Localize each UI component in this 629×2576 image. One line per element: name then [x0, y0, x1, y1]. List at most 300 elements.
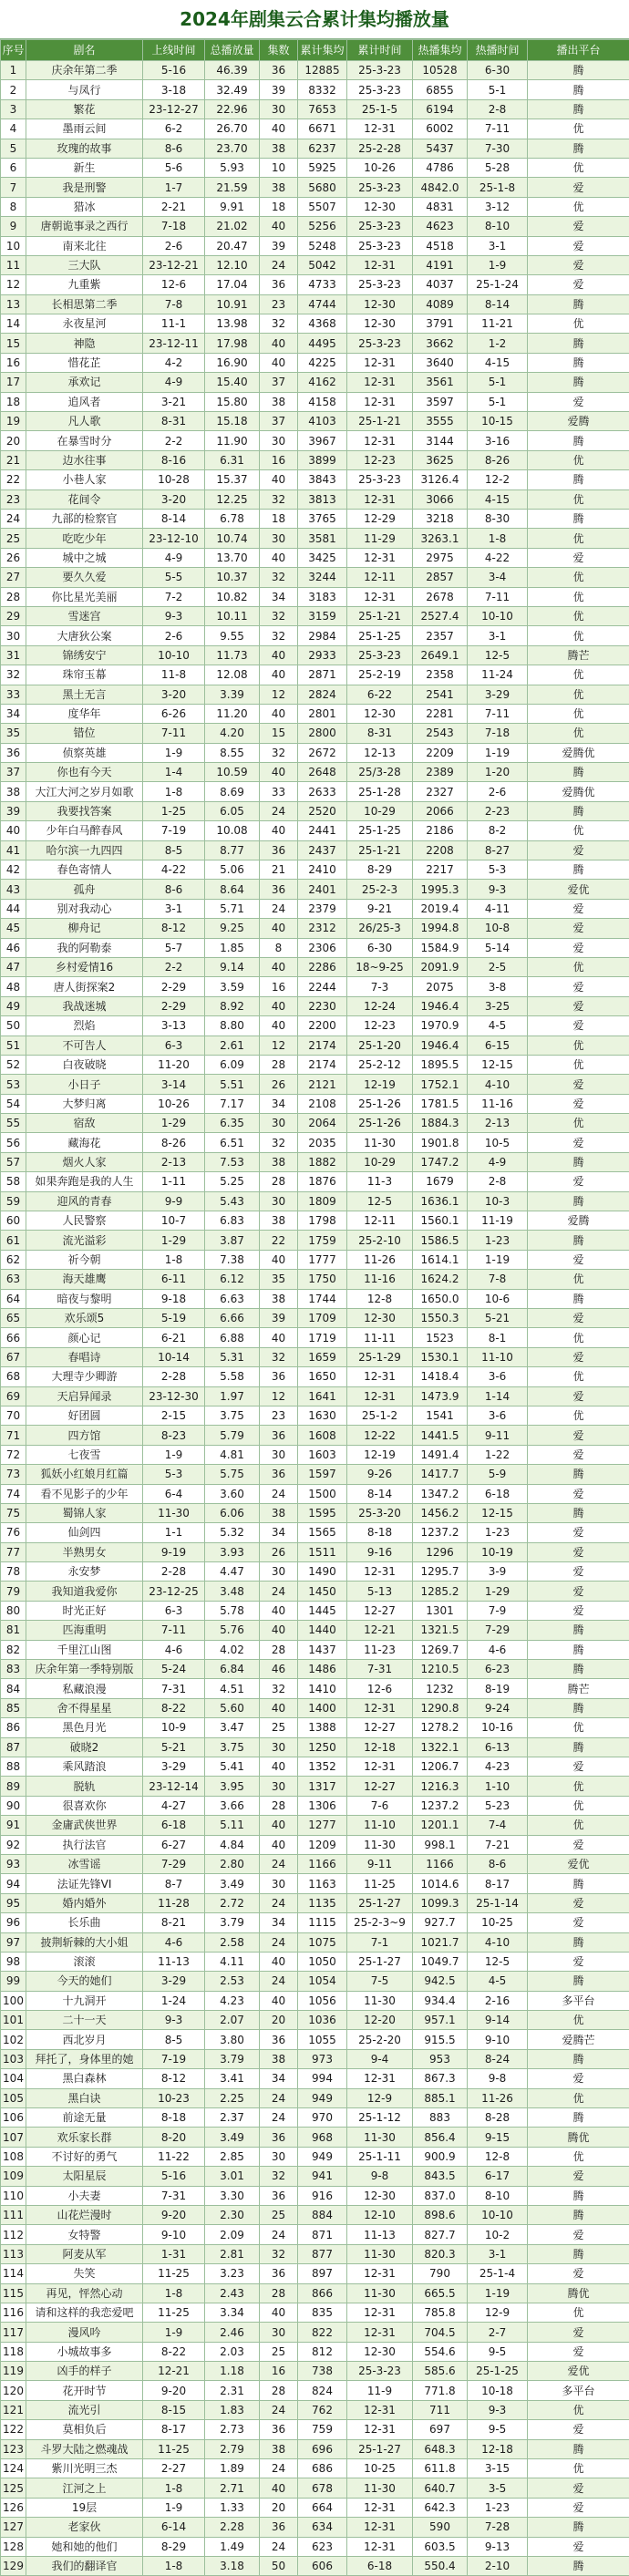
cell-platform: 爱	[528, 1309, 629, 1328]
cell-rank: 19	[1, 412, 26, 431]
cell-total-views: 2.73	[205, 2420, 260, 2439]
cell-release-date: 6-18	[143, 1816, 205, 1835]
table-row	[1, 1582, 629, 1601]
cell-release-date: 2-29	[143, 977, 205, 996]
cell-episodes: 24	[260, 255, 298, 274]
cell-platform: 爱	[528, 2498, 629, 2517]
cell-cumulative-avg: 1809	[298, 1191, 347, 1211]
cell-cumulative-avg: 7653	[298, 99, 347, 118]
cell-cumulative-avg: 3581	[298, 529, 347, 548]
cell-total-views: 3.47	[205, 1718, 260, 1737]
cell-platform: 优	[528, 2147, 629, 2166]
cell-total-views: 26.70	[205, 119, 260, 139]
table-row	[1, 1172, 629, 1191]
cell-release-date: 8-12	[143, 2069, 205, 2088]
cell-drama-name: 流光溢彩	[26, 1231, 143, 1250]
cell-total-views: 3.60	[205, 1484, 260, 1503]
table-row	[1, 2420, 629, 2439]
cell-platform: 优	[528, 665, 629, 685]
cell-peak-time: 8-6	[468, 1854, 528, 1873]
cell-peak-time: 2-6	[468, 782, 528, 801]
table-row	[1, 1640, 629, 1659]
cell-peak-time: 2-8	[468, 99, 528, 118]
cell-peak-avg: 1295.7	[413, 1562, 468, 1582]
cell-cumulative-avg: 1209	[298, 1835, 347, 1854]
cell-cumulative-time: 25-2-19	[347, 665, 413, 685]
table-row	[1, 2147, 629, 2166]
table-row	[1, 2478, 629, 2498]
table-row	[1, 2459, 629, 2478]
cell-release-date: 5-3	[143, 1465, 205, 1484]
cell-rank: 15	[1, 334, 26, 353]
cell-total-views: 2.53	[205, 1972, 260, 1991]
cell-total-views: 3.49	[205, 1874, 260, 1893]
cell-episodes: 36	[260, 880, 298, 899]
cell-cumulative-time: 12-31	[347, 353, 413, 372]
cell-peak-time: 3-16	[468, 431, 528, 450]
cell-peak-avg: 1237.2	[413, 1796, 468, 1815]
cell-peak-time: 10-15	[468, 412, 528, 431]
cell-rank: 18	[1, 392, 26, 411]
table-row	[1, 743, 629, 762]
cell-rank: 17	[1, 373, 26, 392]
cell-rank: 116	[1, 2303, 26, 2322]
table-row	[1, 1484, 629, 1503]
cell-peak-time: 4-22	[468, 548, 528, 567]
cell-peak-time: 5-21	[468, 1309, 528, 1328]
cell-drama-name: 七夜雪	[26, 1445, 143, 1464]
cell-drama-name: 19层	[26, 2498, 143, 2517]
cell-rank: 70	[1, 1406, 26, 1425]
cell-rank: 46	[1, 938, 26, 957]
cell-rank: 88	[1, 1757, 26, 1776]
cell-peak-avg: 1232	[413, 1679, 468, 1698]
cell-peak-time: 1-20	[468, 763, 528, 782]
cell-total-views: 32.49	[205, 80, 260, 99]
cell-drama-name: 破晓2	[26, 1737, 143, 1757]
cell-peak-time: 9-5	[468, 2342, 528, 2361]
cell-release-date: 5-7	[143, 938, 205, 957]
cell-release-date: 6-14	[143, 2518, 205, 2537]
cell-peak-time: 2-10	[468, 2557, 528, 2576]
cell-rank: 23	[1, 489, 26, 509]
cell-cumulative-time: 25-1-25	[347, 821, 413, 840]
table-row	[1, 2167, 629, 2186]
cell-peak-avg: 1269.7	[413, 1640, 468, 1659]
cell-peak-time: 4-5	[468, 1016, 528, 1036]
cell-drama-name: 好团圆	[26, 1406, 143, 1425]
cell-cumulative-time: 12-31	[347, 587, 413, 606]
cell-total-views: 2.72	[205, 1893, 260, 1912]
cell-total-views: 5.93	[205, 158, 260, 177]
cell-total-views: 1.33	[205, 2498, 260, 2517]
cell-peak-time: 10-19	[468, 1542, 528, 1561]
cell-peak-avg: 4786	[413, 158, 468, 177]
cell-release-date: 10-28	[143, 470, 205, 489]
cell-cumulative-avg: 2437	[298, 840, 347, 860]
ranking-table	[0, 39, 629, 2576]
cell-total-views: 3.30	[205, 2186, 260, 2205]
cell-total-views: 23.70	[205, 139, 260, 158]
cell-platform: 爱	[528, 1952, 629, 1971]
cell-rank: 6	[1, 158, 26, 177]
cell-cumulative-avg: 871	[298, 2225, 347, 2244]
cell-peak-avg: 590	[413, 2518, 468, 2537]
cell-peak-time: 2-8	[468, 1172, 528, 1191]
cell-peak-avg: 4623	[413, 217, 468, 236]
cell-cumulative-time: 11-13	[347, 2225, 413, 2244]
cell-drama-name: 半熟男女	[26, 1542, 143, 1561]
cell-release-date: 1-8	[143, 782, 205, 801]
cell-drama-name: 我们的翻译官	[26, 2557, 143, 2576]
cell-peak-time: 7-11	[468, 119, 528, 139]
cell-cumulative-time: 25-3-23	[347, 80, 413, 99]
cell-cumulative-avg: 2035	[298, 1133, 347, 1152]
table-row	[1, 1191, 629, 1211]
cell-episodes: 40	[260, 821, 298, 840]
cell-rank: 32	[1, 665, 26, 685]
cell-drama-name: 冰雪谣	[26, 1854, 143, 1873]
table-row	[1, 1270, 629, 1289]
cell-peak-avg: 3066	[413, 489, 468, 509]
cell-rank: 26	[1, 548, 26, 567]
cell-cumulative-time: 7-3	[347, 977, 413, 996]
cell-rank: 45	[1, 919, 26, 938]
cell-release-date: 6-11	[143, 1270, 205, 1289]
cell-episodes: 40	[260, 119, 298, 139]
cell-total-views: 3.79	[205, 1913, 260, 1932]
table-row	[1, 1114, 629, 1133]
cell-episodes: 32	[260, 606, 298, 625]
cell-rank: 89	[1, 1777, 26, 1796]
cell-total-views: 6.66	[205, 1309, 260, 1328]
cell-peak-time: 3-5	[468, 2478, 528, 2498]
cell-release-date: 7-11	[143, 724, 205, 743]
cell-drama-name: 烈焰	[26, 1016, 143, 1036]
cell-cumulative-avg: 884	[298, 2205, 347, 2224]
cell-cumulative-time: 25-2-20	[347, 2030, 413, 2049]
cell-cumulative-time: 12-31	[347, 2498, 413, 2517]
cell-episodes: 24	[260, 2459, 298, 2478]
cell-cumulative-time: 12-27	[347, 1718, 413, 1737]
cell-release-date: 8-6	[143, 139, 205, 158]
table-row	[1, 1036, 629, 1055]
cell-release-date: 9-10	[143, 2225, 205, 2244]
cell-cumulative-avg: 2801	[298, 704, 347, 723]
cell-cumulative-avg: 916	[298, 2186, 347, 2205]
cell-release-date: 6-2	[143, 119, 205, 139]
table-row	[1, 2108, 629, 2128]
cell-total-views: 3.80	[205, 2030, 260, 2049]
cell-platform: 腾	[528, 2518, 629, 2537]
cell-rank: 110	[1, 2186, 26, 2205]
cell-peak-avg: 1995.3	[413, 880, 468, 899]
cell-rank: 14	[1, 314, 26, 334]
cell-peak-avg: 1624.2	[413, 1270, 468, 1289]
cell-peak-time: 1-19	[468, 1250, 528, 1269]
cell-drama-name: 黑色月光	[26, 1718, 143, 1737]
cell-drama-name: 九重紫	[26, 275, 143, 294]
cell-peak-avg: 2066	[413, 801, 468, 820]
cell-release-date: 8-5	[143, 2030, 205, 2049]
cell-peak-avg: 927.7	[413, 1913, 468, 1932]
cell-release-date: 1-29	[143, 1231, 205, 1250]
cell-peak-time: 3-1	[468, 2244, 528, 2263]
cell-episodes: 16	[260, 2362, 298, 2381]
cell-drama-name: 惜花芷	[26, 353, 143, 372]
cell-total-views: 4.11	[205, 1952, 260, 1971]
cell-peak-time: 2-23	[468, 801, 528, 820]
cell-episodes: 25	[260, 1718, 298, 1737]
cell-peak-time: 7-11	[468, 704, 528, 723]
cell-platform: 爱	[528, 1347, 629, 1366]
header-cumulative-time: 累计时间	[347, 40, 413, 61]
cell-rank: 1	[1, 61, 26, 80]
cell-release-date: 1-11	[143, 1172, 205, 1191]
cell-cumulative-time: 12-31	[347, 1698, 413, 1717]
cell-peak-time: 10-16	[468, 1718, 528, 1737]
cell-cumulative-time: 12-30	[347, 197, 413, 216]
cell-drama-name: 南来北往	[26, 236, 143, 255]
cell-platform: 优	[528, 1718, 629, 1737]
table-row	[1, 1231, 629, 1250]
cell-cumulative-time: 9-26	[347, 1465, 413, 1484]
cell-episodes: 26	[260, 1075, 298, 1094]
cell-cumulative-avg: 606	[298, 2557, 347, 2576]
table-row	[1, 2439, 629, 2458]
cell-rank: 84	[1, 1679, 26, 1698]
cell-episodes: 36	[260, 2264, 298, 2283]
table-row	[1, 2205, 629, 2224]
cell-peak-time: 7-29	[468, 1621, 528, 1640]
cell-release-date: 1-8	[143, 2478, 205, 2498]
cell-peak-time: 7-8	[468, 1270, 528, 1289]
cell-episodes: 20	[260, 2498, 298, 2517]
cell-drama-name: 小夫妻	[26, 2186, 143, 2205]
table-row	[1, 1718, 629, 1737]
table-row	[1, 2264, 629, 2283]
table-row	[1, 2303, 629, 2322]
cell-rank: 111	[1, 2205, 26, 2224]
cell-episodes: 30	[260, 529, 298, 548]
cell-platform: 爱腾芒	[528, 2030, 629, 2049]
cell-platform: 腾	[528, 2205, 629, 2224]
cell-total-views: 3.01	[205, 2167, 260, 2186]
cell-release-date: 23-12-11	[143, 334, 205, 353]
cell-episodes: 32	[260, 568, 298, 587]
cell-platform: 爱	[528, 255, 629, 274]
cell-platform: 爱	[528, 938, 629, 957]
cell-platform: 腾	[528, 1289, 629, 1308]
cell-cumulative-time: 12-24	[347, 996, 413, 1015]
cell-total-views: 3.18	[205, 2557, 260, 2576]
cell-release-date: 8-16	[143, 450, 205, 469]
cell-release-date: 5-16	[143, 61, 205, 80]
cell-total-views: 13.70	[205, 548, 260, 567]
cell-release-date: 3-29	[143, 1757, 205, 1776]
cell-drama-name: 失笑	[26, 2264, 143, 2283]
cell-rank: 129	[1, 2557, 26, 2576]
cell-release-date: 7-18	[143, 217, 205, 236]
cell-cumulative-time: 25-3-23	[347, 334, 413, 353]
cell-total-views: 8.69	[205, 782, 260, 801]
table-row	[1, 1854, 629, 1873]
cell-rank: 97	[1, 1932, 26, 1952]
cell-total-views: 9.25	[205, 919, 260, 938]
cell-rank: 55	[1, 1114, 26, 1133]
cell-cumulative-time: 9-16	[347, 1542, 413, 1561]
cell-peak-time: 1-9	[468, 255, 528, 274]
cell-episodes: 40	[260, 704, 298, 723]
cell-total-views: 1.49	[205, 2537, 260, 2556]
cell-episodes: 30	[260, 431, 298, 450]
cell-platform: 腾	[528, 1932, 629, 1952]
cell-total-views: 12.25	[205, 489, 260, 509]
cell-peak-time: 2-7	[468, 2323, 528, 2342]
cell-episodes: 30	[260, 99, 298, 118]
cell-cumulative-avg: 634	[298, 2518, 347, 2537]
cell-platform: 爱	[528, 1757, 629, 1776]
cell-total-views: 6.88	[205, 1328, 260, 1347]
table-row	[1, 217, 629, 236]
cell-episodes: 28	[260, 2381, 298, 2400]
cell-peak-time: 10-8	[468, 919, 528, 938]
cell-rank: 115	[1, 2283, 26, 2303]
cell-drama-name: 祈今朝	[26, 1250, 143, 1269]
cell-peak-avg: 603.5	[413, 2537, 468, 2556]
cell-cumulative-time: 25-2-12	[347, 1055, 413, 1074]
cell-cumulative-time: 25-3-23	[347, 470, 413, 489]
cell-total-views: 3.34	[205, 2303, 260, 2322]
cell-platform: 优	[528, 685, 629, 704]
cell-drama-name: 要久久爱	[26, 568, 143, 587]
cell-cumulative-time: 10-29	[347, 801, 413, 820]
cell-platform: 腾	[528, 2108, 629, 2128]
cell-drama-name: 她和她的他们	[26, 2537, 143, 2556]
cell-peak-time: 8-10	[468, 217, 528, 236]
cell-release-date: 7-19	[143, 2049, 205, 2068]
cell-drama-name: 孤舟	[26, 880, 143, 899]
cell-peak-avg: 1747.2	[413, 1152, 468, 1171]
cell-cumulative-time: 12-31	[347, 2264, 413, 2283]
cell-platform: 腾	[528, 1621, 629, 1640]
cell-episodes: 40	[260, 1991, 298, 2010]
cell-rank: 96	[1, 1913, 26, 1932]
cell-peak-avg: 1614.1	[413, 1250, 468, 1269]
cell-cumulative-time: 25-1-20	[347, 1036, 413, 1055]
cell-episodes: 32	[260, 2167, 298, 2186]
cell-cumulative-avg: 1486	[298, 1660, 347, 1679]
table-row	[1, 450, 629, 469]
table-row	[1, 509, 629, 528]
cell-episodes: 30	[260, 1445, 298, 1464]
cell-cumulative-time: 12-31	[347, 119, 413, 139]
table-row	[1, 139, 629, 158]
cell-drama-name: 黑白诀	[26, 2088, 143, 2107]
table-row	[1, 197, 629, 216]
cell-platform: 优	[528, 568, 629, 587]
table-row	[1, 1874, 629, 1893]
cell-cumulative-time: 25-1-21	[347, 412, 413, 431]
cell-release-date: 7-29	[143, 1854, 205, 1873]
cell-peak-time: 1-23	[468, 2498, 528, 2517]
cell-cumulative-avg: 3899	[298, 450, 347, 469]
cell-peak-avg: 1994.8	[413, 919, 468, 938]
cell-cumulative-time: 11-30	[347, 1835, 413, 1854]
table-body	[1, 61, 629, 2576]
cell-platform: 腾	[528, 1660, 629, 1679]
cell-episodes: 30	[260, 2323, 298, 2342]
cell-release-date: 1-9	[143, 743, 205, 762]
cell-cumulative-avg: 4495	[298, 334, 347, 353]
cell-release-date: 4-27	[143, 1796, 205, 1815]
cell-drama-name: 滚滚	[26, 1952, 143, 1971]
table-row	[1, 704, 629, 723]
cell-release-date: 8-17	[143, 2420, 205, 2439]
cell-cumulative-avg: 4368	[298, 314, 347, 334]
cell-cumulative-time: 12-31	[347, 392, 413, 411]
table-row	[1, 2069, 629, 2088]
cell-cumulative-time: 12-31	[347, 1757, 413, 1776]
cell-episodes: 24	[260, 899, 298, 918]
cell-total-views: 20.47	[205, 236, 260, 255]
cell-release-date: 4-9	[143, 373, 205, 392]
cell-rank: 72	[1, 1445, 26, 1464]
cell-drama-name: 边水往事	[26, 450, 143, 469]
cell-cumulative-avg: 1608	[298, 1426, 347, 1445]
cell-drama-name: 千里江山图	[26, 1640, 143, 1659]
cell-episodes: 36	[260, 1426, 298, 1445]
table-row	[1, 2283, 629, 2303]
cell-rank: 62	[1, 1250, 26, 1269]
table-row	[1, 99, 629, 118]
cell-drama-name: 玫瑰的故事	[26, 139, 143, 158]
cell-platform: 爱	[528, 1835, 629, 1854]
cell-cumulative-time: 12-11	[347, 1211, 413, 1231]
cell-total-views: 3.66	[205, 1796, 260, 1815]
cell-cumulative-avg: 5042	[298, 255, 347, 274]
cell-rank: 118	[1, 2342, 26, 2361]
cell-platform: 爱	[528, 1562, 629, 1582]
cell-drama-name: 大理寺少卿游	[26, 1367, 143, 1386]
cell-release-date: 4-6	[143, 1640, 205, 1659]
table-row	[1, 470, 629, 489]
cell-total-views: 12.08	[205, 665, 260, 685]
cell-drama-name: 柳舟记	[26, 919, 143, 938]
cell-rank: 67	[1, 1347, 26, 1366]
cell-cumulative-avg: 1630	[298, 1406, 347, 1425]
cell-platform: 优	[528, 1367, 629, 1386]
cell-peak-time: 8-17	[468, 1874, 528, 1893]
cell-cumulative-time: 25-2-10	[347, 1231, 413, 1250]
cell-platform: 爱	[528, 2264, 629, 2283]
cell-cumulative-time: 25-3-20	[347, 1503, 413, 1522]
cell-cumulative-time: 25-1-28	[347, 782, 413, 801]
cell-release-date: 11-30	[143, 1503, 205, 1522]
cell-rank: 30	[1, 626, 26, 645]
table-row	[1, 880, 629, 899]
cell-rank: 117	[1, 2323, 26, 2342]
cell-drama-name: 乡村爱情16	[26, 957, 143, 976]
table-row	[1, 1698, 629, 1717]
cell-rank: 86	[1, 1718, 26, 1737]
cell-cumulative-avg: 1876	[298, 1172, 347, 1191]
table-row	[1, 255, 629, 274]
cell-cumulative-time: 25-3-23	[347, 645, 413, 665]
cell-peak-avg: 1560.1	[413, 1211, 468, 1231]
cell-cumulative-avg: 1075	[298, 1932, 347, 1952]
cell-cumulative-time: 12-31	[347, 489, 413, 509]
